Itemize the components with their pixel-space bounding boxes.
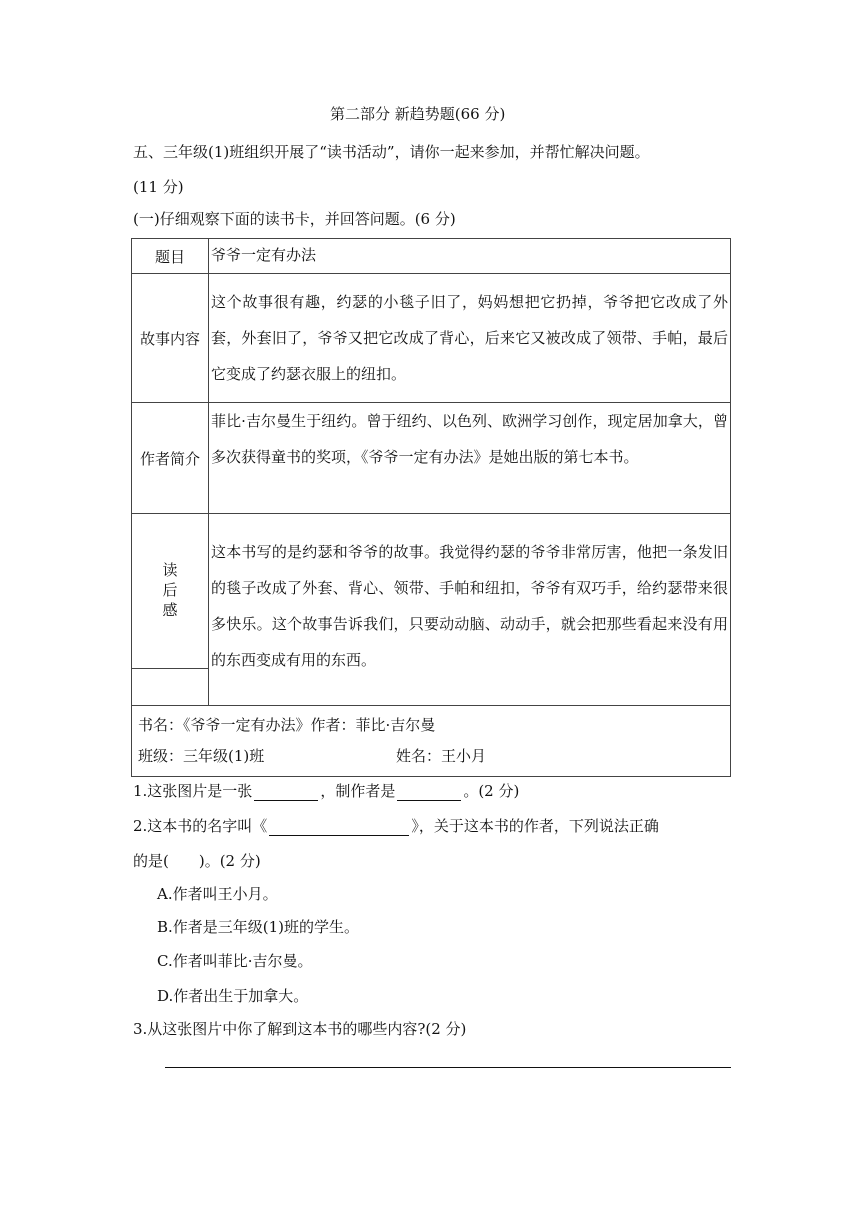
author-label: 作者简介 [132,403,209,514]
feel-text: 这本书写的是约瑟和爷爷的故事。我觉得约瑟的爷爷非常厉害，他把一条发旧的毯子改成了外套、背心、领带、手帕和纽扣，爷爷有双巧手，给约瑟带来很多快乐。这个故事告诉我们，只要动动脑、动动手，就会把那些看起来没有用的东西变成有用的东西。 [209,514,731,706]
question-2-line-2: 的是( )。(2 分) [133,852,261,870]
title-value: 爷爷一定有办法 [209,239,731,274]
author-text: 菲比·吉尔曼生于纽约。曾于纽约、以色列、欧洲学习创作，现定居加拿大，曾多次获得童书的奖项，《爷爷一定有办法》是她出版的第七本书。 [209,403,731,514]
question-1 [133,780,519,801]
feel-label: 读后感 [162,561,178,619]
section-title: 第二部分 新趋势题(66 分) [330,105,506,123]
question-5-stem: 五、三年级(1)班组织开展了“读书活动”，请你一起来参加，并帮忙解决问题。 [133,143,650,161]
question-2-text-a: 2.这本书的名字叫《 [133,817,268,835]
question-5-score: (11 分) [133,178,184,196]
question-1-blank-2[interactable] [397,799,461,801]
footer-name: 姓名：王小月 [396,747,487,765]
reading-card [131,238,731,777]
story-text: 这个故事很有趣，约瑟的小毯子旧了，妈妈想把它扔掉，爷爷把它改成了外套，外套旧了，爷爷又把它改成了背心，后来它又被改成了领带、手帕，最后它变成了约瑟衣服上的纽扣。 [209,274,731,403]
option-b: B.作者是三年级(1)班的学生。 [157,918,360,936]
question-1-text-c: 。(2 分) [463,782,520,800]
footer-class: 班级：三年级(1)班 [138,747,265,765]
option-c: C.作者叫菲比·吉尔曼。 [157,952,313,970]
card-footer [132,706,731,777]
story-label: 故事内容 [132,274,209,403]
title-label: 题目 [132,239,209,274]
empty-label-cell [132,669,209,706]
part-1-instruction: (一)仔细观察下面的读书卡，并回答问题。(6 分) [133,210,456,228]
option-d: D.作者出生于加拿大。 [157,987,309,1005]
question-2 [133,815,659,836]
footer-book: 书名：《爷爷一定有办法》作者：菲比·吉尔曼 [138,716,436,734]
question-2-text-b: 》，关于这本书的作者，下列说法正确 [411,817,659,835]
answer-line[interactable] [165,1067,731,1068]
question-1-text-a: 1.这张图片是一张 [133,782,253,800]
question-3: 3.从这张图片中你了解到这本书的哪些内容?(2 分) [133,1020,467,1038]
question-1-text-b: ，制作者是 [320,782,396,800]
question-1-blank-1[interactable] [254,799,318,801]
question-2-blank[interactable] [269,834,409,836]
option-a: A.作者叫王小月。 [157,885,278,903]
